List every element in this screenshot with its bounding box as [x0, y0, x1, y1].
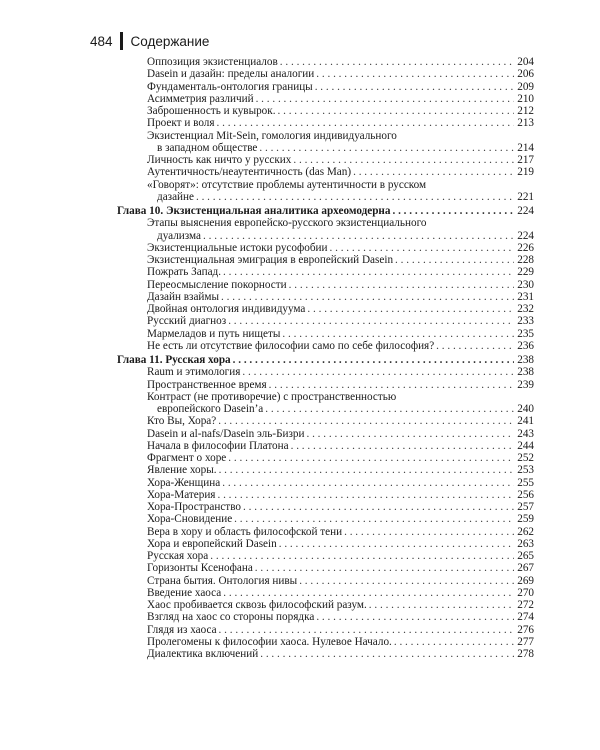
toc-entry-title: Этапы выяснения европейско-русского экзистенциального	[147, 217, 427, 230]
toc-page-number: 263	[517, 537, 534, 550]
leader-dots	[228, 315, 514, 327]
toc-entry-title: Фундаменталь-онтология границы	[147, 80, 313, 93]
toc-page-number: 231	[517, 290, 534, 303]
header-title: Содержание	[130, 33, 210, 49]
leader-dots	[307, 303, 514, 315]
toc-entry-title: Заброшенность и кувырок.	[147, 105, 276, 117]
leader-dots	[234, 513, 514, 525]
toc-page-number: 241	[517, 415, 534, 428]
toc-entry-title: Глава 10. Экзистенциальная аналитика археомодерна	[117, 205, 391, 217]
leader-dots	[315, 81, 514, 93]
toc-entry[interactable]	[117, 179, 534, 204]
toc-entry-title: Взгляд на хаос со стороны порядка	[147, 611, 315, 624]
leader-dots	[203, 230, 514, 242]
toc-entry[interactable]	[117, 526, 534, 538]
toc-entry-title: в западном обществе	[157, 141, 258, 154]
toc-entry-title: Оппозиция экзистенциалов	[147, 56, 278, 68]
leader-dots	[436, 340, 514, 352]
leader-dots	[217, 117, 514, 129]
toc-entry-title: Хора-Материя	[147, 488, 216, 501]
toc-entry-title: Русская хора	[147, 550, 209, 562]
toc-entry-title: Не есть ли отсутствие философии само по себе философия?	[147, 339, 435, 352]
toc-page-number: 276	[517, 623, 534, 636]
toc-page-number: 255	[517, 476, 534, 489]
leader-dots	[219, 464, 514, 476]
toc-entry-title: Контраст (не противоречие) с пространственностью	[147, 390, 397, 403]
toc-entry-title: Асимметрия различий	[147, 92, 254, 105]
toc-chapter[interactable]	[117, 205, 534, 217]
leader-dots	[223, 587, 514, 599]
toc-entry[interactable]	[117, 636, 534, 648]
toc-entry[interactable]	[117, 366, 534, 378]
toc-page-number: 252	[517, 452, 534, 464]
leader-dots	[242, 366, 514, 378]
toc-entry-title: Пространственное время	[147, 378, 267, 391]
toc-entry-title: Пролегомены к философии хаоса. Нулевое Начало.	[147, 635, 392, 648]
toc-page-number: 230	[517, 278, 534, 291]
toc-entry[interactable]	[117, 279, 534, 291]
toc-entry-title: европейского Dasein’а	[157, 403, 264, 415]
toc-page-number: 224	[517, 229, 534, 242]
toc-entry[interactable]	[117, 254, 534, 266]
toc-page-number: 204	[517, 56, 534, 68]
toc-entry-title: Dasein и дазайн: пределы аналогии	[147, 68, 315, 81]
toc-entry[interactable]	[117, 648, 534, 660]
toc-entry[interactable]	[117, 489, 534, 501]
toc-page-number: 209	[517, 80, 534, 93]
toc-entry[interactable]	[117, 440, 534, 452]
leader-dots	[221, 291, 514, 303]
toc-entry[interactable]	[117, 513, 534, 525]
leader-dots	[210, 550, 514, 562]
toc-entry-title: Глядя из хаоса	[147, 623, 217, 636]
toc-entry-title: Хора-Сновидение	[147, 513, 233, 526]
toc-entry[interactable]	[117, 379, 534, 391]
leader-dots	[299, 575, 514, 587]
leader-dots	[243, 501, 514, 513]
toc-entry-title: Хора-Пространство	[147, 501, 241, 513]
toc-page-number: 235	[517, 327, 534, 340]
leader-dots	[344, 526, 514, 538]
toc-entry[interactable]	[117, 464, 534, 476]
toc-entry[interactable]	[117, 166, 534, 178]
leader-dots	[280, 56, 514, 68]
toc-entry-title: Явление хоры.	[147, 464, 217, 477]
toc-entry[interactable]	[117, 452, 534, 464]
leader-dots	[291, 440, 514, 452]
leader-dots	[233, 354, 514, 366]
toc-entry-title: Русский диагноз	[147, 315, 227, 328]
leader-dots	[260, 648, 514, 660]
toc-page-number: 210	[517, 92, 534, 105]
toc-entry[interactable]	[117, 81, 534, 93]
leader-dots	[228, 452, 514, 464]
toc-page-number: 269	[517, 574, 534, 587]
leader-dots	[255, 562, 514, 574]
toc-entry[interactable]	[117, 291, 534, 303]
toc-entry-title: Глава 11. Русская хора	[117, 354, 231, 366]
toc-page-number: 219	[517, 166, 534, 179]
toc-page-number: 206	[517, 68, 534, 81]
toc-entry[interactable]	[117, 328, 534, 340]
toc-entry[interactable]	[117, 575, 534, 587]
toc-entry-title: Мармеладов и путь нищеты	[147, 327, 281, 340]
toc-page-number: 253	[517, 464, 534, 477]
toc-page-number: 228	[517, 254, 534, 266]
toc-page-number: 232	[517, 303, 534, 315]
toc-page-number: 229	[517, 266, 534, 279]
toc-page-number: 224	[517, 205, 534, 217]
toc-page-number: 265	[517, 550, 534, 562]
toc-page-number: 212	[517, 105, 534, 117]
toc-entry-title: Личность как ничто у русских	[147, 154, 292, 166]
leader-dots	[306, 428, 514, 440]
toc-entry[interactable]	[117, 266, 534, 278]
toc-entry-title: Переосмысление покорности	[147, 278, 287, 291]
toc-entry-title: Двойная онтология индивидуума	[147, 303, 306, 315]
leader-dots	[223, 266, 514, 278]
leader-dots	[256, 93, 514, 105]
leader-dots	[259, 142, 514, 154]
toc-chapter[interactable]	[117, 354, 534, 366]
leader-dots	[218, 415, 514, 427]
leader-dots	[353, 166, 514, 178]
leader-dots	[217, 489, 514, 501]
toc-entry-title: Dasein и al-nafs/Dasein эль-Бизри	[147, 427, 305, 440]
toc-entry[interactable]	[117, 611, 534, 623]
toc-entry[interactable]	[117, 130, 534, 155]
toc-entry-title: Введение хаоса	[147, 586, 222, 599]
toc-entry[interactable]	[117, 624, 534, 636]
toc-entry-title: Начала в философии Платона	[147, 439, 289, 452]
toc-entry-title: Диалектика включений	[147, 648, 259, 660]
toc-page-number: 239	[517, 378, 534, 391]
leader-dots	[222, 477, 514, 489]
leader-dots	[395, 254, 514, 266]
toc-entry[interactable]	[117, 93, 534, 105]
toc-page-number: 226	[517, 241, 534, 254]
toc-page-number: 236	[517, 339, 534, 352]
toc-entry-title: Экзистенциальные истоки русофобии	[147, 241, 328, 254]
toc-page-number: 270	[517, 586, 534, 599]
toc-page-number: 244	[517, 439, 534, 452]
header-divider	[120, 32, 123, 50]
toc-entry-title: Экзистенциал Mit-Sein, гомология индивидуального	[147, 129, 397, 142]
toc-entry-title: «Говорят»: отсутствие проблемы аутентичности в русском	[147, 178, 427, 191]
toc-page-number: 243	[517, 427, 534, 440]
toc-entry[interactable]	[117, 340, 534, 352]
leader-dots	[316, 68, 514, 80]
toc-entry-title: Горизонты Ксенофана	[147, 562, 253, 575]
leader-dots	[293, 154, 514, 166]
leader-dots	[289, 279, 514, 291]
toc-page-number: 221	[517, 190, 534, 203]
toc-entry-title: Вера в хору и область философской тени	[147, 525, 343, 538]
toc-page-number: 238	[517, 354, 534, 366]
toc-entry[interactable]	[117, 599, 534, 611]
toc-page-number: 267	[517, 562, 534, 575]
toc-entry[interactable]	[117, 415, 534, 427]
running-header	[90, 31, 209, 51]
leader-dots	[265, 403, 514, 415]
toc-entry-title: Raum и этимология	[147, 366, 241, 379]
toc-entry[interactable]	[117, 105, 534, 117]
toc-entry-title: Хора-Женщина	[147, 476, 221, 489]
page-number: 484	[90, 33, 113, 49]
toc-page-number: 272	[517, 599, 534, 611]
toc-entry-title: Хаос пробивается сквозь философский разум.	[147, 599, 367, 611]
toc-entry[interactable]	[117, 315, 534, 327]
toc-entry-title: Аутентичность/неаутентичность (das Man)	[147, 166, 352, 179]
toc-entry[interactable]	[117, 550, 534, 562]
toc-entry[interactable]	[117, 562, 534, 574]
toc-entry[interactable]	[117, 154, 534, 166]
toc-page-number: 238	[517, 366, 534, 379]
toc-page-number: 213	[517, 117, 534, 130]
toc-entry-title: Фрагмент о хоре	[147, 452, 227, 464]
leader-dots	[316, 611, 514, 623]
toc-page-number: 274	[517, 611, 534, 624]
toc-page-number: 214	[517, 141, 534, 154]
toc-entry-title: Дазайн взаймы	[147, 290, 220, 303]
toc-entry[interactable]	[117, 117, 534, 129]
toc-entry[interactable]	[117, 428, 534, 440]
leader-dots	[278, 105, 514, 117]
toc-entry[interactable]	[117, 587, 534, 599]
toc-page-number: 278	[517, 648, 534, 660]
leader-dots	[196, 191, 514, 203]
toc-entry[interactable]	[117, 538, 534, 550]
toc-page-number: 259	[517, 513, 534, 526]
toc-entry[interactable]	[117, 303, 534, 315]
table-of-contents	[117, 56, 534, 660]
toc-entry-title: дуализма	[157, 229, 202, 242]
toc-entry[interactable]	[117, 68, 534, 80]
toc-entry-title: дазайне	[157, 190, 194, 203]
toc-page-number: 240	[517, 403, 534, 415]
leader-dots	[282, 328, 514, 340]
leader-dots	[394, 636, 514, 648]
toc-page-number: 262	[517, 525, 534, 538]
toc-entry[interactable]	[117, 56, 534, 68]
toc-page-number: 233	[517, 315, 534, 328]
leader-dots	[219, 624, 514, 636]
toc-entry-title: Экзистенциальная эмиграция в европейский Dasein	[147, 254, 394, 266]
toc-entry[interactable]	[117, 242, 534, 254]
toc-entry-title: Хора и европейский Dasein	[147, 537, 277, 550]
toc-page-number: 277	[517, 635, 534, 648]
toc-entry[interactable]	[117, 477, 534, 489]
toc-entry-title: Страна бытия. Онтология нивы	[147, 574, 298, 587]
toc-entry[interactable]	[117, 217, 534, 242]
leader-dots	[369, 599, 514, 611]
toc-entry[interactable]	[117, 391, 534, 416]
toc-page-number: 256	[517, 488, 534, 501]
toc-entry[interactable]	[117, 501, 534, 513]
leader-dots	[279, 538, 514, 550]
toc-page-number: 217	[517, 154, 534, 166]
toc-entry-title: Кто Вы, Хора?	[147, 415, 217, 428]
leader-dots	[392, 205, 514, 217]
leader-dots	[269, 379, 514, 391]
toc-entry-title: Проект и воля	[147, 117, 215, 130]
toc-page-number: 257	[517, 501, 534, 513]
toc-entry-title: Пожрать Запад.	[147, 266, 222, 279]
leader-dots	[330, 242, 515, 254]
